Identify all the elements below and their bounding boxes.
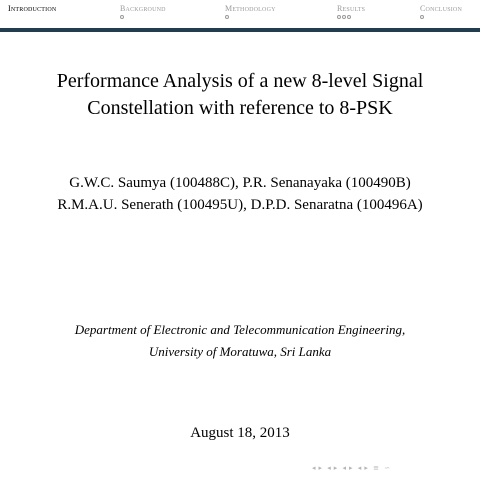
nav-section-introduction[interactable] <box>8 4 56 20</box>
nav-section-dots <box>420 14 462 20</box>
frame-dot-icon[interactable] <box>120 15 124 19</box>
nav-section-dots <box>337 14 365 20</box>
nav-section-dots <box>120 14 166 20</box>
section-next-icon[interactable]: ▸ <box>364 464 368 472</box>
frame-dot-icon[interactable] <box>342 15 346 19</box>
slide-title <box>0 68 480 122</box>
slide-title-line: Constellation with reference to 8-PSK <box>87 97 393 119</box>
nav-section-label: Background <box>120 4 166 13</box>
frame-next-icon[interactable]: ▸ <box>333 464 338 472</box>
search-icon[interactable]: ∽ <box>384 464 391 472</box>
nav-section-methodology[interactable] <box>225 4 276 20</box>
institute-line: University of Moratuwa, Sri Lanka <box>148 344 332 359</box>
nav-section-label: Methodology <box>225 4 276 13</box>
nav-section-label: Conclusion <box>420 4 463 13</box>
slide-institute <box>0 319 480 363</box>
navbar-divider <box>0 28 480 32</box>
slide-authors <box>0 172 480 216</box>
frame-dot-icon[interactable] <box>337 15 341 19</box>
author-line: R.M.A.U. Senerath (100495U), D.P.D. Senaratna (100496A) <box>57 197 423 213</box>
nav-section-label: Results <box>337 4 366 13</box>
beamer-navigation-controls <box>312 462 393 474</box>
nav-section-dots <box>225 14 276 20</box>
align-icon[interactable]: ≡ <box>373 464 379 472</box>
subsection-next-icon[interactable]: ▸ <box>349 464 353 472</box>
nav-section-conclusion[interactable] <box>420 4 462 20</box>
slide-date: August 18, 2013 <box>190 425 290 441</box>
section-prev-icon[interactable]: ◂ <box>357 464 362 472</box>
slide-prev-icon[interactable]: ◂ <box>312 464 316 472</box>
slide-next-icon[interactable]: ▸ <box>318 464 323 472</box>
frame-dot-icon[interactable] <box>225 15 229 19</box>
author-line: G.W.C. Saumya (100488C), P.R. Senanayaka (100490B) <box>69 175 411 191</box>
institute-line: Department of Electronic and Telecommunication Engineering, <box>74 322 406 337</box>
subsection-prev-icon[interactable]: ◂ <box>342 464 347 472</box>
frame-prev-icon[interactable]: ◂ <box>327 464 331 472</box>
nav-section-background[interactable] <box>120 4 166 20</box>
section-navbar <box>0 0 480 28</box>
nav-section-label: Introduction <box>8 4 57 13</box>
nav-section-dots <box>8 14 56 20</box>
slide-title-line: Performance Analysis of a new 8-level Signal <box>56 70 424 92</box>
frame-dot-icon[interactable] <box>420 15 424 19</box>
frame-dot-icon[interactable] <box>347 15 351 19</box>
nav-section-results[interactable] <box>337 4 365 20</box>
